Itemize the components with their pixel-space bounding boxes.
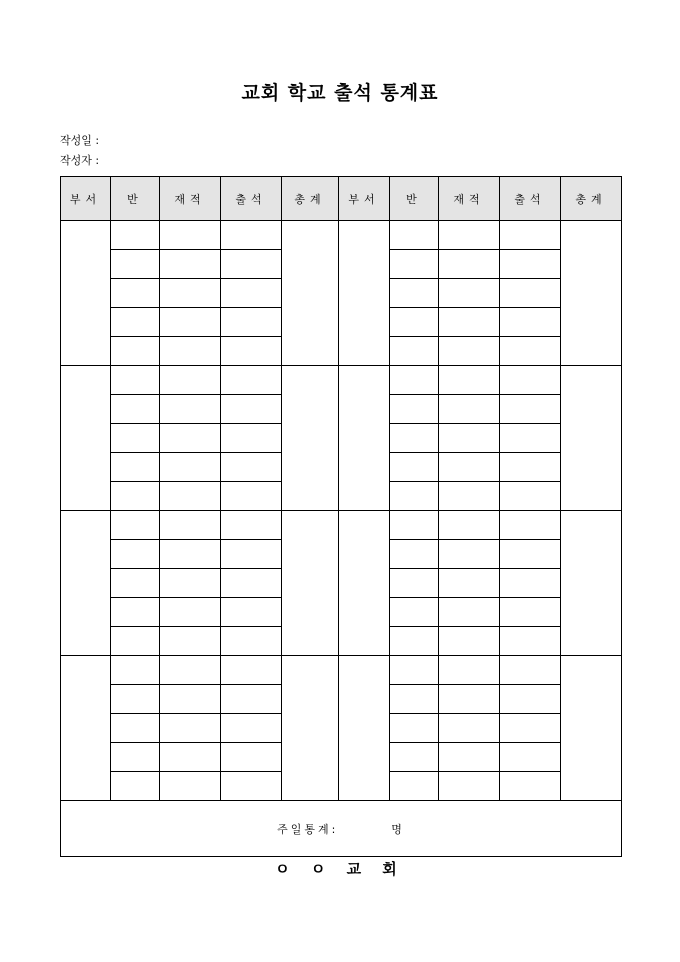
enrolled-cell[interactable] <box>160 540 221 569</box>
total-cell[interactable] <box>282 366 339 511</box>
dept-cell[interactable] <box>61 656 111 801</box>
attendance-cell[interactable] <box>221 598 282 627</box>
attendance-cell[interactable] <box>500 366 561 395</box>
class-cell[interactable] <box>111 743 160 772</box>
enrolled-cell[interactable] <box>439 279 500 308</box>
attendance-cell[interactable] <box>500 656 561 685</box>
dept-cell[interactable] <box>339 221 390 366</box>
enrolled-cell[interactable] <box>439 511 500 540</box>
attendance-cell[interactable] <box>500 482 561 511</box>
class-cell[interactable] <box>111 627 160 656</box>
enrolled-cell[interactable] <box>160 424 221 453</box>
enrolled-cell[interactable] <box>439 424 500 453</box>
attendance-cell[interactable] <box>221 366 282 395</box>
class-cell[interactable] <box>111 366 160 395</box>
header-attendance-2: 출석 <box>500 177 561 221</box>
attendance-cell[interactable] <box>500 279 561 308</box>
enrolled-cell[interactable] <box>160 743 221 772</box>
attendance-cell[interactable] <box>500 569 561 598</box>
class-cell[interactable] <box>390 250 439 279</box>
enrolled-cell[interactable] <box>439 482 500 511</box>
enrolled-cell[interactable] <box>160 482 221 511</box>
class-cell[interactable] <box>390 482 439 511</box>
attendance-cell[interactable] <box>500 627 561 656</box>
header-class: 반 <box>111 177 160 221</box>
enrolled-cell[interactable] <box>160 598 221 627</box>
enrolled-cell[interactable] <box>160 569 221 598</box>
enrolled-cell[interactable] <box>160 221 221 250</box>
class-cell[interactable] <box>390 308 439 337</box>
attendance-cell[interactable] <box>500 540 561 569</box>
header-enrolled: 재적 <box>160 177 221 221</box>
enrolled-cell[interactable] <box>439 337 500 366</box>
class-cell[interactable] <box>111 540 160 569</box>
attendance-cell[interactable] <box>500 424 561 453</box>
header-total: 총계 <box>282 177 339 221</box>
summary-cell <box>61 801 622 857</box>
enrolled-cell[interactable] <box>439 540 500 569</box>
class-cell[interactable] <box>390 569 439 598</box>
enrolled-cell[interactable] <box>439 221 500 250</box>
attendance-cell[interactable] <box>221 308 282 337</box>
attendance-cell[interactable] <box>500 714 561 743</box>
dept-cell[interactable] <box>61 366 111 511</box>
dept-cell[interactable] <box>339 366 390 511</box>
attendance-cell[interactable] <box>500 221 561 250</box>
attendance-cell[interactable] <box>500 308 561 337</box>
attendance-cell[interactable] <box>221 569 282 598</box>
class-cell[interactable] <box>111 395 160 424</box>
attendance-cell[interactable] <box>500 598 561 627</box>
enrolled-cell[interactable] <box>160 656 221 685</box>
enrolled-cell[interactable] <box>439 714 500 743</box>
class-cell[interactable] <box>390 511 439 540</box>
enrolled-cell[interactable] <box>160 714 221 743</box>
attendance-cell[interactable] <box>500 337 561 366</box>
dept-cell[interactable] <box>339 511 390 656</box>
attendance-cell[interactable] <box>221 714 282 743</box>
class-cell[interactable] <box>111 453 160 482</box>
class-cell[interactable] <box>390 656 439 685</box>
attendance-cell[interactable] <box>221 627 282 656</box>
enrolled-cell[interactable] <box>439 395 500 424</box>
dept-cell[interactable] <box>339 656 390 801</box>
church-name: ㅇ ㅇ 교 회 <box>275 860 405 878</box>
enrolled-cell[interactable] <box>439 743 500 772</box>
header-total-2: 총계 <box>561 177 622 221</box>
class-cell[interactable] <box>390 221 439 250</box>
class-cell[interactable] <box>111 337 160 366</box>
attendance-cell[interactable] <box>221 685 282 714</box>
page-title: 교회 학교 출석 통계표 <box>241 82 439 104</box>
class-cell[interactable] <box>390 627 439 656</box>
enrolled-cell[interactable] <box>160 627 221 656</box>
enrolled-cell[interactable] <box>439 627 500 656</box>
class-cell[interactable] <box>390 395 439 424</box>
attendance-cell[interactable] <box>221 772 282 801</box>
class-cell[interactable] <box>111 598 160 627</box>
class-cell[interactable] <box>390 685 439 714</box>
class-cell[interactable] <box>111 482 160 511</box>
enrolled-cell[interactable] <box>160 279 221 308</box>
class-cell[interactable] <box>111 714 160 743</box>
table-row <box>61 221 622 250</box>
class-cell[interactable] <box>111 569 160 598</box>
date-label: 작성일 : <box>60 134 100 147</box>
attendance-cell[interactable] <box>221 453 282 482</box>
attendance-cell[interactable] <box>221 743 282 772</box>
class-cell[interactable] <box>111 250 160 279</box>
author-label: 작성자 : <box>60 154 100 167</box>
header-class-2: 반 <box>390 177 439 221</box>
attendance-cell[interactable] <box>221 540 282 569</box>
enrolled-cell[interactable] <box>160 308 221 337</box>
enrolled-cell[interactable] <box>439 656 500 685</box>
total-cell[interactable] <box>561 366 622 511</box>
attendance-cell[interactable] <box>500 250 561 279</box>
attendance-cell[interactable] <box>221 279 282 308</box>
total-cell[interactable] <box>561 511 622 656</box>
class-cell[interactable] <box>111 279 160 308</box>
enrolled-cell[interactable] <box>439 308 500 337</box>
enrolled-cell[interactable] <box>160 395 221 424</box>
enrolled-cell[interactable] <box>439 453 500 482</box>
summary-label: 주일통계: <box>277 822 339 836</box>
enrolled-cell[interactable] <box>439 685 500 714</box>
header-attendance: 출석 <box>221 177 282 221</box>
total-cell[interactable] <box>561 221 622 366</box>
class-cell[interactable] <box>111 308 160 337</box>
header-dept: 부서 <box>61 177 111 221</box>
class-cell[interactable] <box>390 453 439 482</box>
class-cell[interactable] <box>390 337 439 366</box>
class-cell[interactable] <box>390 424 439 453</box>
dept-cell[interactable] <box>61 221 111 366</box>
attendance-cell[interactable] <box>221 656 282 685</box>
attendance-cell[interactable] <box>500 772 561 801</box>
class-cell[interactable] <box>390 279 439 308</box>
table-row <box>61 366 622 395</box>
enrolled-cell[interactable] <box>439 569 500 598</box>
enrolled-cell[interactable] <box>160 453 221 482</box>
attendance-cell[interactable] <box>221 511 282 540</box>
class-cell[interactable] <box>390 772 439 801</box>
class-cell[interactable] <box>390 598 439 627</box>
table-row <box>61 656 622 685</box>
class-cell[interactable] <box>111 656 160 685</box>
enrolled-cell[interactable] <box>160 250 221 279</box>
attendance-table <box>60 176 622 857</box>
attendance-cell[interactable] <box>221 395 282 424</box>
attendance-cell[interactable] <box>500 395 561 424</box>
summary-unit: 명 <box>391 822 405 836</box>
attendance-cell[interactable] <box>221 482 282 511</box>
attendance-cell[interactable] <box>500 685 561 714</box>
enrolled-cell[interactable] <box>160 772 221 801</box>
enrolled-cell[interactable] <box>160 366 221 395</box>
attendance-cell[interactable] <box>500 511 561 540</box>
class-cell[interactable] <box>390 714 439 743</box>
attendance-cell[interactable] <box>221 424 282 453</box>
class-cell[interactable] <box>390 743 439 772</box>
enrolled-cell[interactable] <box>160 511 221 540</box>
enrolled-cell[interactable] <box>439 250 500 279</box>
dept-cell[interactable] <box>61 511 111 656</box>
class-cell[interactable] <box>111 221 160 250</box>
total-cell[interactable] <box>282 511 339 656</box>
class-cell[interactable] <box>111 424 160 453</box>
header-row <box>61 177 622 221</box>
attendance-cell[interactable] <box>500 743 561 772</box>
enrolled-cell[interactable] <box>439 598 500 627</box>
enrolled-cell[interactable] <box>439 772 500 801</box>
total-cell[interactable] <box>282 656 339 801</box>
class-cell[interactable] <box>111 685 160 714</box>
class-cell[interactable] <box>111 511 160 540</box>
attendance-cell[interactable] <box>221 221 282 250</box>
enrolled-cell[interactable] <box>160 685 221 714</box>
header-enrolled-2: 재적 <box>439 177 500 221</box>
header-dept-2: 부서 <box>339 177 390 221</box>
enrolled-cell[interactable] <box>439 366 500 395</box>
total-cell[interactable] <box>561 656 622 801</box>
attendance-cell[interactable] <box>500 453 561 482</box>
class-cell[interactable] <box>390 540 439 569</box>
table-row <box>61 511 622 540</box>
class-cell[interactable] <box>390 366 439 395</box>
attendance-cell[interactable] <box>221 337 282 366</box>
summary-row <box>61 801 622 857</box>
attendance-cell[interactable] <box>221 250 282 279</box>
enrolled-cell[interactable] <box>160 337 221 366</box>
total-cell[interactable] <box>282 221 339 366</box>
class-cell[interactable] <box>111 772 160 801</box>
